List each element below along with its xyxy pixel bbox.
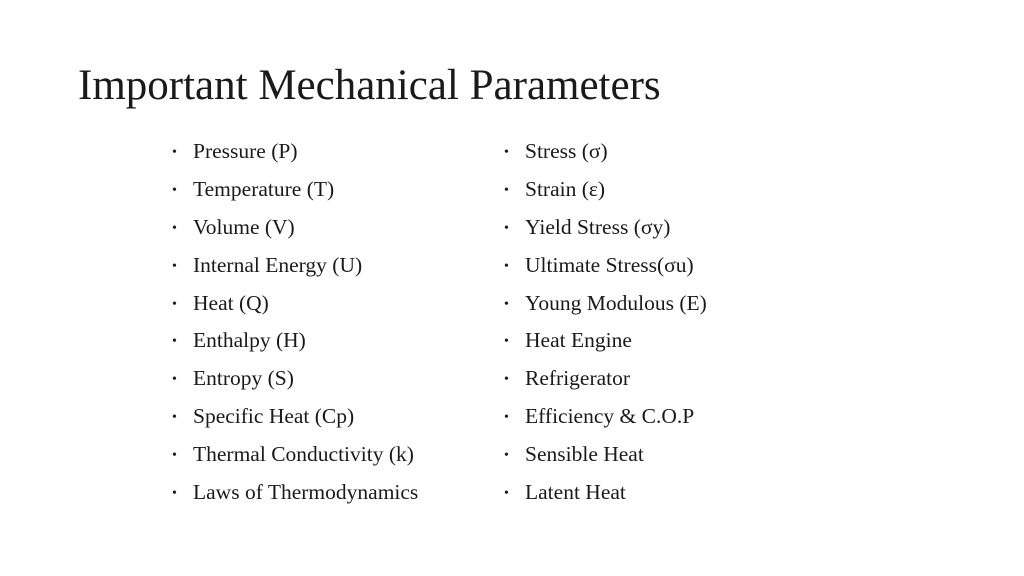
list-item bbox=[172, 474, 418, 512]
list-item-label: Heat Engine bbox=[525, 328, 632, 353]
bullet-icon bbox=[172, 247, 193, 286]
list-item bbox=[172, 247, 418, 285]
list-item bbox=[504, 322, 707, 360]
list-item bbox=[504, 133, 707, 171]
bullet-icon bbox=[172, 171, 193, 210]
list-item-label: Efficiency & C.O.P bbox=[525, 404, 695, 429]
list-item-label: Sensible Heat bbox=[525, 442, 644, 467]
bullet-icon bbox=[504, 133, 525, 172]
list-item-label: Young Modulous (E) bbox=[525, 290, 707, 315]
list-item-label: Temperature (T) bbox=[193, 176, 335, 201]
bullet-icon bbox=[172, 398, 193, 437]
list-item-label: Refrigerator bbox=[525, 366, 631, 391]
list-item-label: Latent Heat bbox=[525, 480, 626, 505]
list-item bbox=[172, 398, 418, 436]
list-item bbox=[172, 133, 418, 171]
list-item-label: Stress (σ) bbox=[525, 139, 608, 163]
list-item bbox=[504, 474, 707, 512]
list-item bbox=[504, 360, 707, 398]
bullet-icon bbox=[172, 474, 193, 513]
list-item bbox=[504, 398, 707, 436]
list-item-label: Strain (ε) bbox=[525, 176, 606, 201]
bullet-icon bbox=[172, 133, 193, 172]
list-item-label: Volume (V) bbox=[193, 214, 295, 239]
bullet-icon bbox=[504, 247, 525, 286]
list-item bbox=[504, 436, 707, 474]
list-item-label: Yield Stress (σy) bbox=[525, 214, 671, 239]
list-item-label: Entropy (S) bbox=[193, 366, 294, 391]
bullet-icon bbox=[504, 398, 525, 437]
bullet-icon bbox=[172, 322, 193, 361]
right-bullet-list bbox=[504, 133, 707, 512]
list-item bbox=[504, 209, 707, 247]
list-item-label: Ultimate Stress(σu) bbox=[525, 252, 694, 277]
list-item-label: Internal Energy (U) bbox=[193, 252, 363, 277]
list-item-label: Heat (Q) bbox=[193, 290, 269, 315]
list-item bbox=[172, 436, 418, 474]
bullet-icon bbox=[172, 360, 193, 399]
list-item bbox=[172, 360, 418, 398]
list-item-label: Thermal Conductivity (k) bbox=[193, 442, 414, 467]
bullet-icon bbox=[504, 436, 525, 475]
list-item-label: Pressure (P) bbox=[193, 139, 298, 163]
bullet-icon bbox=[504, 171, 525, 210]
list-item bbox=[172, 285, 418, 323]
list-item bbox=[172, 171, 418, 209]
list-item-label: Laws of Thermodynamics bbox=[193, 480, 419, 505]
list-item bbox=[504, 171, 707, 209]
bullet-icon bbox=[504, 360, 525, 399]
list-item-label: Specific Heat (Cp) bbox=[193, 404, 355, 429]
bullet-icon bbox=[504, 209, 525, 248]
list-item-label: Enthalpy (H) bbox=[193, 328, 306, 353]
list-item bbox=[504, 285, 707, 323]
list-item bbox=[504, 247, 707, 285]
bullet-icon bbox=[504, 322, 525, 361]
slide-title: Important Mechanical Parameters bbox=[78, 62, 661, 109]
bullet-icon bbox=[172, 436, 193, 475]
list-item bbox=[172, 209, 418, 247]
bullet-icon bbox=[504, 474, 525, 513]
left-bullet-list bbox=[172, 133, 418, 512]
list-item bbox=[172, 322, 418, 360]
bullet-icon bbox=[504, 285, 525, 324]
bullet-icon bbox=[172, 285, 193, 324]
bullet-icon bbox=[172, 209, 193, 248]
